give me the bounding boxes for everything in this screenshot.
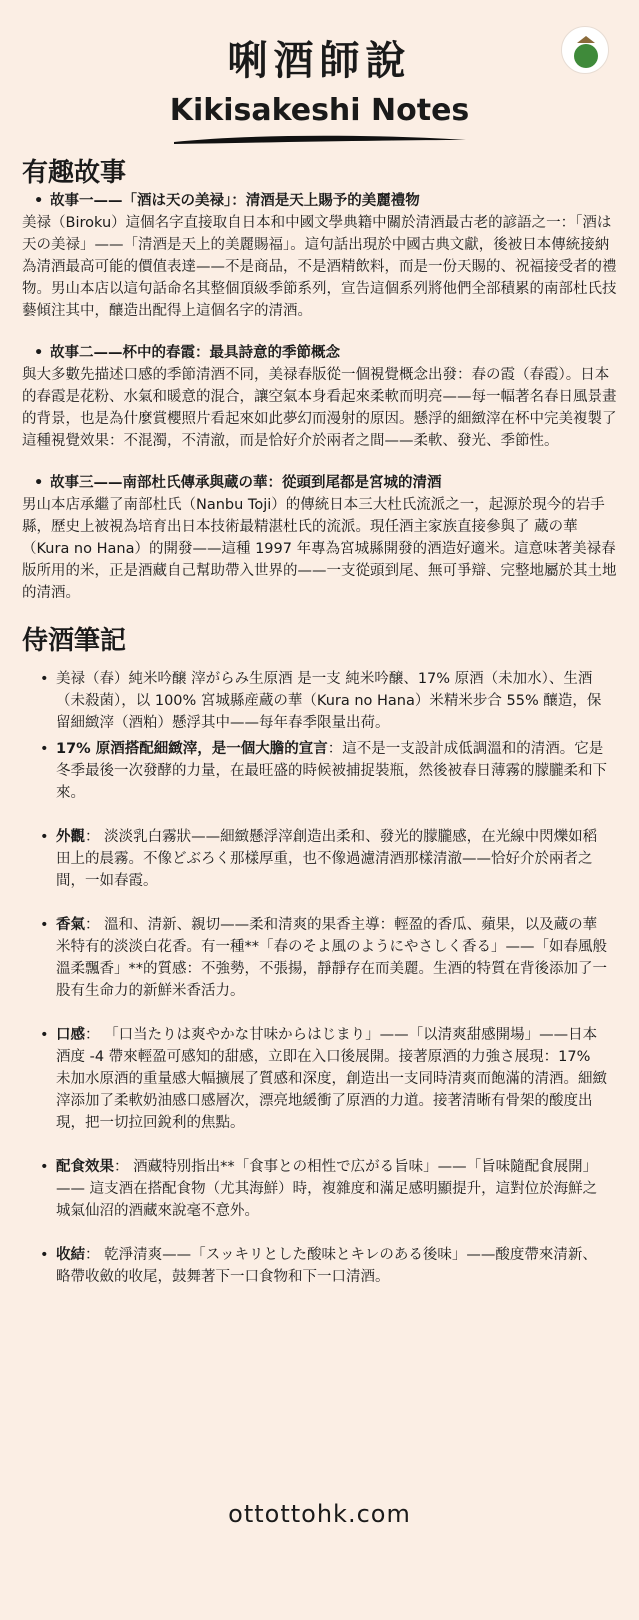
story-heading: • 故事三——南部杜氏傳承與蔵の華：從頭到尾都是宮城的清酒 [34, 475, 442, 491]
note-item-statement: • 17% 原酒搭配細緻滓，是一個大膽的宣言：這不是一支設計成低調溫和的清酒。它是冬季最後一次發酵的力量，在最旺盛的時候被捕捉裝瓶，然後被春日薄霧的朦朧柔和下來。 [40, 738, 609, 804]
story-item [0, 190, 639, 322]
note-item-pairing: • 配食效果： 酒藏特別指出**「食事との相性で広がる旨味」——「旨味隨配食展開」—— 這支酒在搭配食物（尤其海鮮）時，複雜度和滿足感明顯提升，這對位於海鮮之城氣仙沼的酒藏來說毫不意外。 [40, 1156, 609, 1222]
story-item [0, 342, 639, 452]
story-heading: • 故事二——杯中的春霞：最具詩意的季節概念 [34, 345, 340, 361]
notes-section-title: 侍酒筆記 [22, 626, 127, 656]
note-item-appearance: • 外觀： 淡淡乳白霧狀——細緻懸浮滓創造出柔和、發光的朦朧感，在光線中閃爍如稻田上的晨霧。不像どぶろく那樣厚重，也不像過濾清酒那樣清澈——恰好介於兩者之間，一如春霞。 [40, 826, 609, 892]
note-item-aroma: • 香氣： 溫和、清新、親切——柔和清爽的果香主導：輕盈的香瓜、蘋果，以及蔵の華米特有的淡淡白花香。有一種**「春のそよ風のようにやさしく香る」——「如春風般溫柔飄香」**的質感：不強勢，不張揚，靜靜存在而美麗。生酒的特質在背後添加了一股有生命力的新鮮米香活力。 [40, 914, 609, 1002]
story-body: 男山本店承繼了南部杜氏（Nanbu Toji）的傳統日本三大杜氏流派之一，起源於現今的岩手縣，歷史上被視為培育出日本技術最精湛杜氏的流派。現任酒主家族直接參與了 蔵の華（Kura no Hana）的開發——這種 1997 年專為宮城縣開發的酒造好適米。這意味著美禄春版所用的米，正是酒藏自己幫助帶入世界的——一支從頭到尾、無可爭辯、完整地屬於其土地的清酒。 [22, 497, 617, 601]
footer-site-link[interactable]: ottottohk.com [228, 1500, 411, 1528]
logo-roof-icon [577, 36, 595, 43]
note-item-palate: • 口感： 「口当たりは爽やかな甘味からはじまり」——「以清爽甜感開場」——日本酒度 -4 帶來輕盈可感知的甜感，立即在入口後展開。接著原酒的力強さ展現：17% 未加水原酒的重量感大幅擴展了質感和深度，創造出一支同時清爽而飽滿的清酒。細緻滓添加了柔軟奶油感口感層次，漂亮地緩衝了原酒的力道。接著清晰有骨架的酸度出現，把一切拉回銳利的焦點。 [40, 1024, 609, 1134]
note-item-overview: • 美禄（春）純米吟醸 滓がらみ生原酒 是一支 純米吟醸、17% 原酒（未加水）、生酒（未殺菌），以 100% 宮城縣産蔵の華（Kura no Hana）米精米步合 55% 釀造，保留細緻滓（酒粕）懸浮其中——每年春季限量出荷。 [40, 668, 609, 734]
story-body: 美禄（Biroku）這個名字直接取自日本和中國文學典籍中關於清酒最古老的諺語之一：「酒は天の美禄」——「清酒是天上的美麗賜福」。這句話出現於中國古典文獻，後被日本傳統接納為清酒最高可能的價值表達——不是商品，不是酒精飲料，而是一份天賜的、祝福接受者的禮物。男山本店以這句話命名其整個頂級季節系列，宣告這個系列將他們全部積累的南部杜氏技藝傾注其中，釀造出配得上這個名字的清酒。 [22, 215, 617, 319]
logo-sugidama-icon [574, 44, 598, 68]
story-body: 與大多數先描述口感的季節清酒不同，美禄春版從一個視覺概念出發：春の霞（春霞）。日本的春霞是花粉、水氣和暖意的混合，讓空氣本身看起來柔軟而明亮——每一幅著名春日風景畫的背景，也是為什麼賞櫻照片看起來如此夢幻而漫射的原因。懸浮的細緻滓在杯中完美複製了這種視覺效果：不混濁，不清澈，而是恰好介於兩者之間——柔軟、發光、季節性。 [22, 367, 617, 449]
sake-shop-logo-icon [561, 26, 609, 74]
brush-underline-icon [170, 132, 470, 148]
story-heading: • 故事一——「酒は天の美禄」：清酒是天上賜予的美麗禮物 [34, 193, 420, 209]
page-title-en: Kikisakeshi Notes [169, 93, 470, 128]
page-header [0, 0, 639, 148]
note-item-finish: • 收結： 乾淨清爽——「スッキリとした酸味とキレのある後味」——酸度帶來清新、略帶收斂的收尾，鼓舞著下一口食物和下一口清酒。 [40, 1244, 609, 1288]
stories-section-title: 有趣故事 [22, 158, 127, 188]
page-title-zh: 唎酒師說 [227, 38, 412, 84]
story-item [0, 472, 639, 604]
tasting-notes-list [0, 668, 639, 1288]
